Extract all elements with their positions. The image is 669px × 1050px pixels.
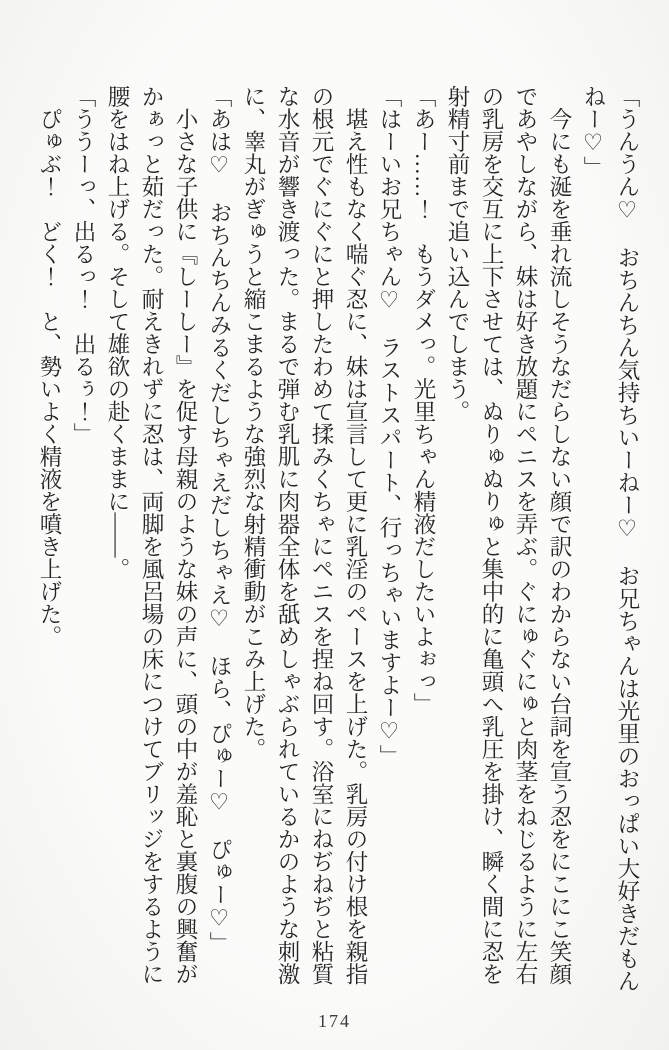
page-number: 174	[318, 1011, 351, 1031]
text-column: の乳房を交互に上下させては、ぬりゅぬりゅと集中的に亀頭へ乳圧を掛け、瞬く間に忍を	[479, 85, 504, 985]
vertical-text-block	[26, 85, 644, 991]
text-column: 今にも涎を垂れ流しそうなだらしない顔で訳のわからない台詞を宣う忍をにこにこ笑顔	[547, 85, 572, 985]
text-column: 「ううーっ、出るっ！ 出るぅ！」	[71, 85, 96, 445]
text-column: 腰をはね上げる。そして雄欲の赴くままに――。	[105, 85, 130, 580]
text-column: に、睾丸がぎゅうと縮こまるような強烈な射精衝動がこみ上げた。	[241, 85, 266, 760]
text-column: 射精寸前まで追い込んでしまう。	[445, 85, 470, 423]
text-column: 小さな子供に『しーしー』を促す母親のような妹の声に、頭の中が羞恥と裏腹の興奮が	[173, 85, 198, 985]
text-column: 「はーいお兄ちゃん♡ ラストスパート、行っちゃいますよー♡」	[377, 85, 402, 767]
text-column: 「あー……！ もうダメっ。光里ちゃん精液だしたいよぉっ」	[411, 85, 436, 715]
text-column: であやしながら、妹は好き放題にペニスを弄ぶ。ぐにゅぐにゅと肉茎をねじるように左右	[513, 85, 538, 985]
text-column: ねー♡」	[581, 85, 606, 179]
text-column: 「うんうん♡ おちんちん気持ちいーねー♡ お兄ちゃんは光里のおっぱい大好きだもん	[615, 85, 640, 992]
text-column: かぁっと茹だった。耐えきれずに忍は、両脚を風呂場の床につけてブリッジをするように	[139, 85, 164, 985]
text-column: の根元でぐにぐにと押したわめて揉みくちゃにペニスを捏ね回す。浴室にねぢねぢと粘質	[309, 85, 334, 985]
text-column: な水音が響き渡った。まるで弾む乳肌に肉器全体を舐めしゃぶられているかのような刺激	[275, 85, 300, 985]
text-column: 堪え性もなく喘ぐ忍に、妹は宣言して更に乳淫のペースを上げた。乳房の付け根を親指	[343, 85, 368, 985]
text-column: 「あは♡ おちんちんみるくだしちゃえだしちゃえ♡ ほら、ぴゅー♡ ぴゅー♡」	[207, 85, 232, 954]
text-column: ぴゅぶ！ どく！ と、勢いよく精液を噴き上げた。	[37, 85, 62, 648]
